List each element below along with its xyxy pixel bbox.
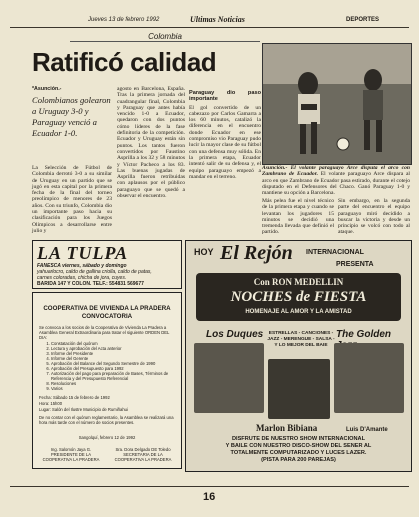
rejon-dj2: Luis D'Amante [346,427,388,433]
rejon-footer-1: DISFRUTE DE NUESTRO SHOW INTERNACIONAL [231,436,365,442]
article-column-1: La Selección de Fútbol de Colombia derrotó 3-0 a su similar de Uruguay en un partido que se jugó en esta capital por la primera fecha de la final del torneo preolímpico de menores de 23 años. Con su triunfo, Colombia dio un importante paso hacia su clasificación para los Juegos Olímpicos a desarrollarse entre julio y [32,165,112,234]
page-number: 16 [203,491,216,503]
issue-date: Jueves 13 de febrero 1992 [88,17,160,23]
photo-caption [262,165,410,196]
rejon-dj: Marlon Bibiana [256,423,318,433]
la-tulpa-ad [32,240,182,289]
soccer-photo-illustration [263,44,411,164]
agenda-item: 7. Autorización del pago para preparación de Bases, Términos de Referencia y del Presupuesto Referencial [51,371,175,381]
cooperativa-time: Hora: 15h00 [39,401,63,406]
la-tulpa-address: BARIDA 147 Y COLON. TELF.: 554831 569677 [37,281,144,287]
article-dateline: *Asunción.- [32,86,62,92]
cooperativa-note: De no contar con el quórum reglamentario, la Asamblea se realizará una hora más tarde con el número de socios presentes. [39,415,174,425]
article-column-3 [189,86,261,180]
cooperativa-date: Fecha: Sábado 15 de febrero de 1992 [39,395,110,400]
band-photo-right [334,343,404,413]
article-column-5: Sin embargo, en la segunda parte del encuentro el equipo paraguayo miró decidido a buscar la victoria y desde un principio se volcó con todo al ataque. [338,198,410,236]
newspaper-name: Ultimas Noticias [190,15,245,24]
agenda-item: 1. Constatación del quórum [51,341,175,346]
article-column-3-text: El gol convertido de un cabezazo por Carlos Gamarra a los 60 minutos, catalizó la diferencia en el encuentro donde Ecuador en ese compromiso vio Paraguay pudo lucir la mayor clase de su fútbol con una defensa muy sólida. En la primera etapa, Ecuador intentó salir de su defensa y, el equipo paraguayo empezó a mandar en el terreno. [189,104,261,180]
la-tulpa-title: LA TULPA [37,243,129,263]
agenda-item: 9. Varios [51,386,175,391]
section-name: DEPORTES [345,17,379,23]
cooperativa-signer-1: Ing. Salomón Jaya G. PRESIDENTE DE LA COOPERATIVA LA PRADERA [42,447,100,462]
agenda-item: 2. Lectura y aprobación del Acta anterior [51,346,175,351]
photo-caption-text: El volante paraguayo Arce dispara al arco en que Zambrano de Ecuador pasa estirado, durante el cotejo disputado en el Defensores del Chaco. Ganó Paraguay 1-0 y mantiene su opción a Barcelona. [262,171,410,197]
rejon-presenta: PRESENTA [336,261,374,268]
cooperativa-place: Lugar: Salón del Ilustre Municipio de Rumiñahui [39,407,128,412]
article-column-4: Más pelea fue el nivel técnico de la primera etapa y cuando se levantan los jugadores 15 minutos se decidió una tremenda llevada que definió el partido. [262,198,334,236]
cooperativa-city-date: Sangolquí, febrero 12 de 1992 [78,435,136,440]
article-column-2: agosto en Barcelona, España. Tras la primera jornada del cuadrangular final, Colombia y Paraguay que antes había vencido 1-0 a Ecuador, quedaron con dos puntos cómo líderes de la fase definitoria de la competición. Ecuador y Uruguay están sin puntos. Los tantos fueron convertidos por Faustino Asprilla a los 32 y 58 minutos y Víctor Pacheco a los 83. Las buenas jugadas de Asprilla fueron retribuidas con aplausos por el público paraguayo que se quedó a observar el encuentro. [117,86,185,200]
rejon-homenaje: HOMENAJE AL AMOR Y LA AMISTAD [245,309,352,315]
rejon-footer [186,436,411,464]
article-subhead: Paraguay dio paso importante [189,90,261,103]
page-header [10,15,409,28]
rejon-title: NOCHES de FIESTA [230,289,367,305]
cooperativa-title: COOPERATIVA DE VIVIENDA LA PRADERA [43,305,171,312]
rejon-name: El Rejón [220,242,293,264]
cooperativa-intro: Se convoca a los socios de la Cooperativa de Vivienda La Pradera a Asamblea General Extraordinaria para tratar el siguiente ORDEN DEL DIA: [39,325,170,340]
rejon-footer-3: TOTALMENTE COMPUTARIZADO Y LUCES LAZER. [230,450,367,456]
agenda-item: 6. Aprobación del Presupuesto para 1992 [51,366,175,371]
rejon-con: Con RON MEDELLIN [253,277,344,287]
soccer-photo [262,43,412,165]
la-tulpa-line1: FANESCA viernes, sábado y domingo [37,263,127,269]
cooperativa-signer-2: Sra. Dora Delgado DE Toledo SECRETARIA DE LA COOPERATIVA LA PRADERA [114,447,172,462]
rejon-left-band: Los Duques [206,329,264,340]
band-photo-left [194,343,264,413]
article-headline: Ratificó calidad [32,47,217,77]
rejon-right-band: The Golden [336,329,391,340]
la-tulpa-line2: yahuarlocro, caldo de gallina criolla, caldo de patas, [37,269,152,275]
cooperativa-agenda [39,341,175,391]
photo-caption-lead: Asunción.- El volante paraguayo Arce disputa el arco con Zambrano de Ecuador. [262,165,410,178]
agenda-item: 5. Aprobación del Balance del Segundo Semestre de 1990 [51,361,175,366]
la-tulpa-line3: carnes coloradas, chicha de jora, cuyes. [37,275,127,281]
pull-quote: Colombianos golearon a Uruguay 3-0 y Paraguay venció a Ecuador 1-0. [32,95,111,138]
article-kicker: Colombia [70,32,260,42]
rejon-footer-2: Y BAILE CON NUESTRO DISCO-SHOW DEL SENER AL [225,443,372,449]
rejon-footer-4: (PISTA PARA 200 PAREJAS) [261,457,336,463]
footer-rule [10,486,409,487]
el-rejon-ad [185,240,412,472]
cooperativa-notice [32,292,182,469]
rejon-tag: INTERNACIONAL [306,249,364,256]
rejon-banner [196,273,401,321]
rejon-hoy: HOY [194,247,214,257]
band-photo-center [268,359,330,419]
agenda-item: 4. Informe del Gerente [51,356,175,361]
agenda-item: 3. Informe del Presidente [51,351,175,356]
rejon-estrellas: ESTRELLAS - CANCIONES - JAZZ - MERENGUE - SALSA - Y LO MEJOR DEL BAIE [267,331,335,348]
cooperativa-subtitle: CONVOCATORIA [81,313,133,320]
agenda-list [39,341,175,391]
agenda-item: 8. Resoluciones [51,381,175,386]
